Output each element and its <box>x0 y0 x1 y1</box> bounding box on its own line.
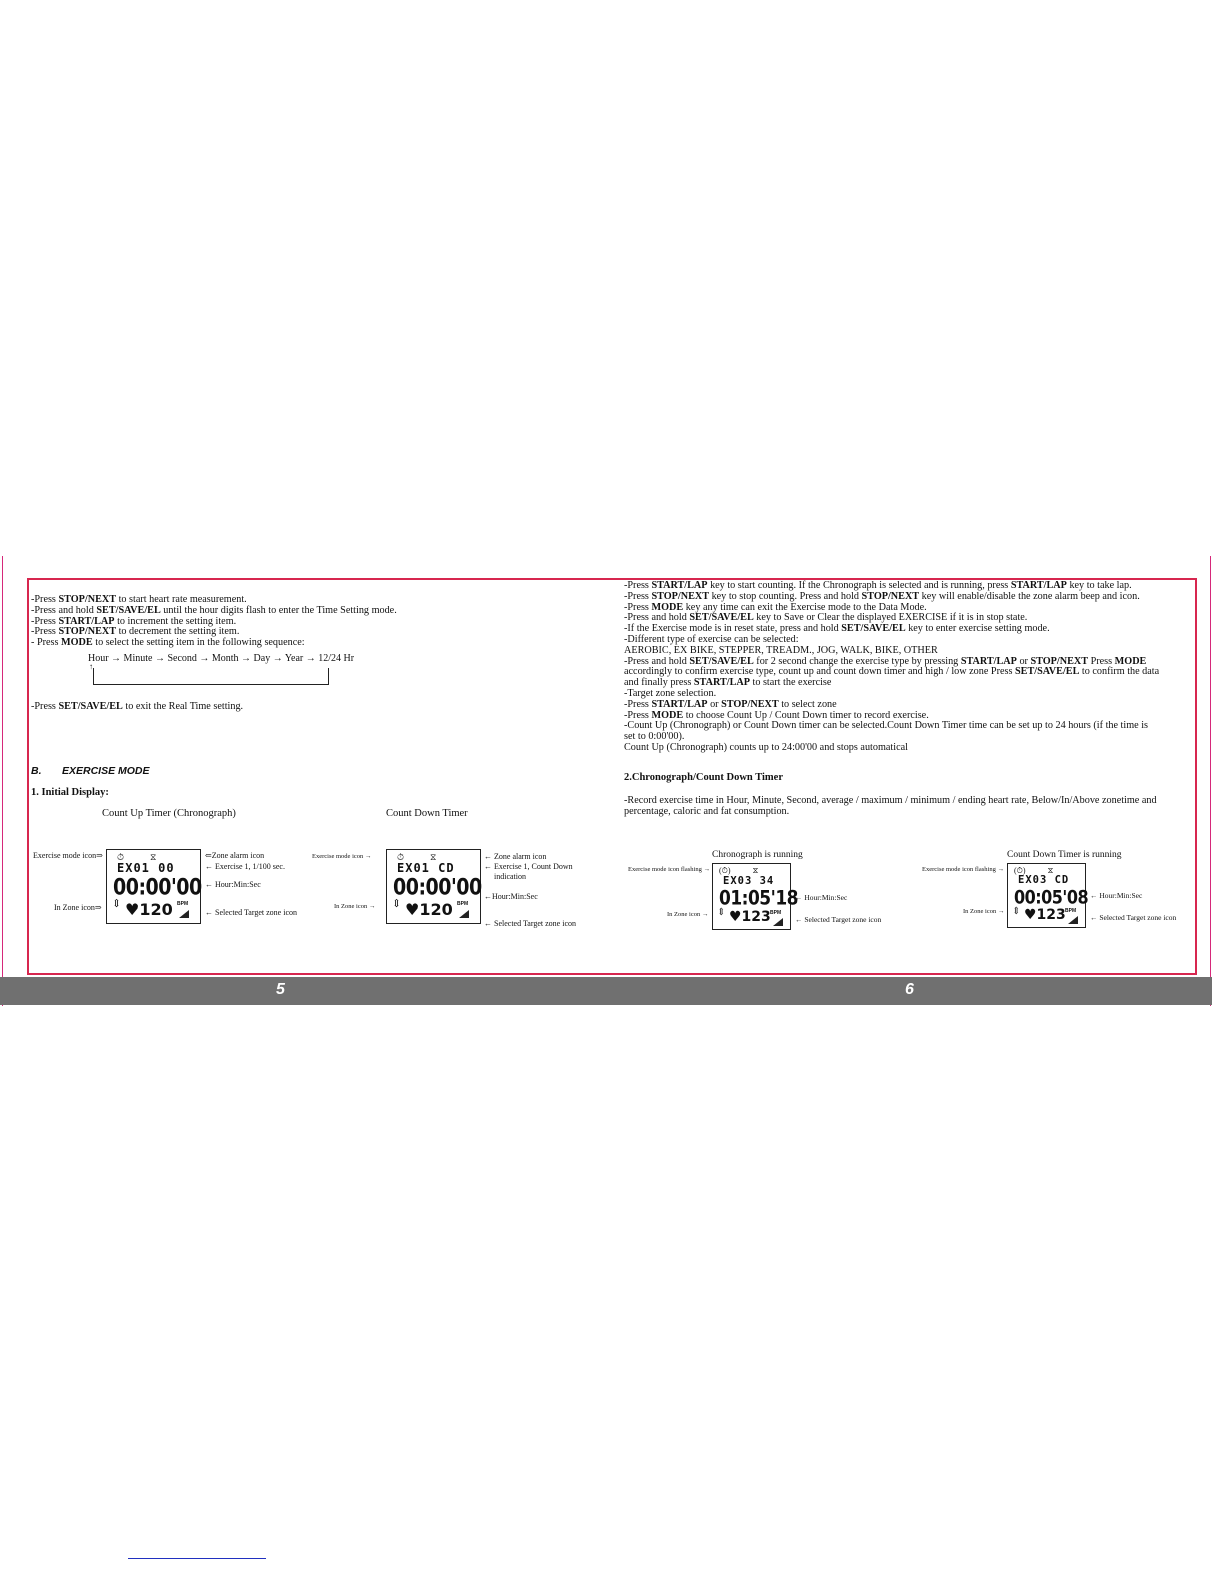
key-name: START/LAP <box>58 615 115 627</box>
label-count-down-indication: indication <box>494 872 526 881</box>
instruction-line <box>31 605 397 616</box>
instruction-text: -If the Exercise mode is in reset state, press and hold <box>624 623 842 635</box>
page-footer-bar <box>0 977 1212 1005</box>
instruction-text: set to 0:00'00). <box>624 731 685 743</box>
zone-alarm-icon: ⧖ <box>430 852 437 862</box>
instruction-text: key to take lap. <box>1066 580 1132 591</box>
label-exercise-1: ← Exercise 1, Count Down <box>484 862 573 871</box>
instruction-text: and finally press <box>624 677 694 689</box>
page-number-right: 6 <box>905 981 914 998</box>
record-line-2: percentage, caloric and fat consumption. <box>624 806 790 817</box>
label-exercise-mode-flashing: Exercise mode icon flashing → <box>628 866 710 873</box>
lcd-count-down <box>386 849 481 924</box>
caption-chronograph-running: Chronograph is running <box>712 850 803 860</box>
section-title: EXERCISE MODE <box>62 765 150 777</box>
instruction-text: to choose Count Up / Count Down timer to record exercise. <box>683 709 929 721</box>
caption-count-down: Count Down Timer <box>386 808 468 819</box>
section-letter: B. <box>31 765 42 777</box>
lcd-exercise-row: EX01 00 <box>117 861 175 875</box>
label-exercise-mode-flashing: Exercise mode icon flashing → <box>922 866 1004 873</box>
label-zone-alarm-icon: ← Zone alarm icon <box>484 852 547 861</box>
instruction-text: to start the exercise <box>749 677 832 689</box>
stopwatch-icon: (⏱) <box>719 866 731 875</box>
instruction-text: key to Save or Clear the displayed EXERCISE if it is in stop state. <box>753 612 1028 624</box>
in-zone-icon: ⇕ <box>717 907 726 918</box>
bpm-label: BPM <box>457 901 469 907</box>
lcd-time-row: 00:00'00 <box>113 875 202 901</box>
instruction-text: -Press <box>624 601 652 613</box>
caption-count-up: Count Up Timer (Chronograph) <box>102 808 236 819</box>
instruction-line <box>624 688 716 699</box>
instruction-line <box>624 656 1146 667</box>
instruction-text: -Press <box>31 626 59 638</box>
instruction-line <box>624 602 927 613</box>
stopwatch-icon: ⏱ <box>397 852 405 862</box>
target-zone-icon <box>459 910 469 918</box>
instruction-text: until the hour digits flash to enter the Time Setting mode. <box>160 604 397 616</box>
key-name: SET/SAVE/EL <box>96 604 161 616</box>
label-in-zone-icon: In Zone icon → <box>667 911 709 918</box>
key-name: START/LAP <box>1010 580 1067 591</box>
instruction-text: for 2 second change the exercise type by pressing <box>753 655 961 667</box>
key-name: SET/SAVE/EL <box>1015 666 1080 678</box>
in-zone-icon: ⇕ <box>392 898 402 910</box>
target-zone-icon <box>773 918 783 926</box>
label-in-zone-icon: In Zone icon⇒ <box>54 903 102 912</box>
lcd-time-row: 00:05'08 <box>1014 886 1089 908</box>
record-line-1: -Record exercise time in Hour, Minute, Second, average / maximum / minimum / ending heart rate, Below/In/Above zonetime and <box>624 795 1157 806</box>
instruction-line <box>31 594 247 605</box>
instruction-text: -Press and hold <box>624 655 690 667</box>
in-zone-icon: ⇕ <box>1012 906 1021 917</box>
page-number-left: 5 <box>276 981 285 998</box>
instruction-line <box>624 612 1027 623</box>
key-name: STOP/NEXT <box>58 594 117 605</box>
instruction-text: -Different type of exercise can be selected: <box>624 634 799 645</box>
key-name: STOP/NEXT <box>1030 655 1089 667</box>
instruction-text: key to start counting. If the Chronograph is selected and is running, press <box>707 580 1011 591</box>
zone-alarm-icon: ⧖ <box>752 866 759 875</box>
instruction-text: accordingly to confirm exercise type, count up and count down timer and high / low zone Press <box>624 666 1015 678</box>
instruction-text: -Press and hold <box>624 612 690 624</box>
instruction-text: Press <box>1088 655 1115 667</box>
bpm-label: BPM <box>770 910 782 916</box>
instruction-text: -Press and hold <box>31 604 97 616</box>
label-target-zone: ← Selected Target zone icon <box>484 919 576 928</box>
in-zone-icon: ⇕ <box>112 898 122 910</box>
key-name: START/LAP <box>693 677 750 689</box>
label-hour-min-sec: ← Hour:Min:Sec <box>205 880 261 889</box>
key-name: START/LAP <box>960 655 1017 667</box>
instruction-text: to select zone <box>778 698 837 710</box>
instruction-text: -Count Up (Chronograph) or Count Down timer can be selected.Count Down Timer time can be set up to 24 hours (if the time is <box>624 720 1149 732</box>
label-hour-min-sec: ←Hour:Min:Sec <box>484 892 538 901</box>
right-edge-line <box>1210 556 1211 1006</box>
instruction-line <box>624 731 684 742</box>
lcd-count-down-running <box>1007 863 1089 928</box>
instruction-text: key any time can exit the Exercise mode to the Data Mode. <box>683 601 927 613</box>
sequence-loop-arrow-icon: ↑ <box>89 662 93 671</box>
instruction-line <box>624 591 1140 602</box>
instruction-line <box>31 626 239 637</box>
instruction-text: -Press <box>624 698 652 710</box>
stopwatch-icon: ⏱ <box>117 852 125 862</box>
lcd-time-row: 01:05'18 <box>719 887 798 910</box>
instruction-text: to increment the setting item. <box>114 615 237 627</box>
instruction-text: Count Up (Chronograph) counts up to 24:00'00 and stops automatical <box>624 742 908 753</box>
initial-display-heading: 1. Initial Display: <box>31 787 109 798</box>
label-hour-min-sec: ← Hour:Min:Sec <box>1090 891 1143 900</box>
zone-alarm-icon: ⧖ <box>150 852 157 862</box>
instruction-text: -Target zone selection. <box>624 688 717 699</box>
instruction-text: key will enable/disable the zone alarm beep and icon. <box>919 590 1140 602</box>
lcd-heart-rate: ♥120 <box>125 900 173 919</box>
label-exercise-mode-icon: Exercise mode icon⇒ <box>33 851 103 860</box>
label-zone-alarm-icon: ⇐Zone alarm icon <box>205 851 265 860</box>
instruction-line <box>31 637 305 648</box>
instruction-line <box>624 720 1148 731</box>
key-name: START/LAP <box>651 580 708 591</box>
label-exercise-1: ← Exercise 1, 1/100 sec. <box>205 862 285 871</box>
instruction-line <box>624 677 831 688</box>
key-name: MODE <box>1114 655 1147 667</box>
instruction-line <box>624 742 908 753</box>
instruction-text: to decrement the setting item. <box>116 626 240 638</box>
instruction-line <box>624 580 1132 591</box>
instruction-line <box>624 699 837 710</box>
instruction-line <box>31 616 236 627</box>
label-hour-min-sec: ← Hour:Min:Sec <box>795 893 848 902</box>
lcd-chronograph-running <box>712 863 798 930</box>
label-target-zone: ← Selected Target zone icon <box>205 908 297 917</box>
key-name: SET/SAVE/EL <box>58 701 123 712</box>
setting-sequence: Hour → Minute → Second → Month → Day → Year → 12/24 Hr <box>88 653 355 664</box>
label-target-zone: ← Selected Target zone icon <box>1090 913 1177 922</box>
instruction-text: -Press <box>624 709 652 721</box>
target-zone-icon <box>179 910 189 918</box>
instruction-text: -Press <box>31 594 59 605</box>
lcd-exercise-row: EX01 CD <box>397 861 455 875</box>
label-in-zone-icon: In Zone icon → <box>963 908 1005 915</box>
instruction-text: - Press <box>31 637 61 649</box>
target-zone-icon <box>1068 916 1078 924</box>
instruction-text: to confirm the data <box>1079 666 1160 678</box>
label-exercise-mode-icon: Exercise mode icon → <box>312 853 372 860</box>
instruction-line <box>624 645 938 656</box>
instruction-text: or <box>707 698 722 710</box>
instruction-text: -Press <box>31 701 59 712</box>
instruction-text: -Press <box>624 580 652 591</box>
zone-alarm-icon: ⧖ <box>1047 866 1054 875</box>
lcd-count-up <box>106 849 201 924</box>
instruction-line <box>624 634 799 645</box>
bpm-label: BPM <box>177 901 189 907</box>
key-name: SET/SAVE/EL <box>689 612 754 624</box>
left-edge-line <box>2 556 3 1006</box>
key-name: SET/SAVE/EL <box>689 655 754 667</box>
section-2-heading: 2.Chronograph/Count Down Timer <box>624 772 783 783</box>
instruction-text: key to stop counting. Press and hold <box>709 590 862 602</box>
key-name: MODE <box>61 637 93 649</box>
label-target-zone: ← Selected Target zone icon <box>795 915 882 924</box>
instruction-text: -Press <box>31 615 59 627</box>
instruction-line <box>624 710 929 721</box>
key-name: STOP/NEXT <box>721 698 779 710</box>
instruction-text: or <box>1016 655 1031 667</box>
instruction-text: to start heart rate measurement. <box>116 594 247 605</box>
lcd-heart-rate: ♥120 <box>405 900 453 919</box>
lcd-time-row: 00:00'00 <box>393 875 482 901</box>
key-name: MODE <box>651 709 684 721</box>
lcd-heart-rate: ♥123 <box>729 909 771 925</box>
instruction-text: to exit the Real Time setting. <box>122 701 244 712</box>
instruction-line <box>624 623 1050 634</box>
label-in-zone-icon: In Zone icon → <box>334 903 376 910</box>
key-name: MODE <box>651 601 684 613</box>
caption-count-down-running: Count Down Timer is running <box>1007 850 1122 860</box>
stopwatch-icon: (⏱) <box>1014 866 1026 875</box>
sequence-loop-line <box>93 668 329 685</box>
key-name: STOP/NEXT <box>58 626 117 638</box>
lcd-exercise-row: EX03 CD <box>1018 874 1070 886</box>
bpm-label: BPM <box>1065 908 1077 914</box>
instruction-line <box>624 666 1159 677</box>
lcd-heart-rate: ♥123 <box>1024 907 1066 923</box>
key-name: STOP/NEXT <box>861 590 920 602</box>
bottom-link-underline <box>128 1558 266 1559</box>
instruction-text: key to enter exercise setting mode. <box>905 623 1050 635</box>
instruction-text: -Press <box>624 590 652 602</box>
key-name: START/LAP <box>651 698 708 710</box>
key-name: SET/SAVE/EL <box>841 623 906 635</box>
exit-real-time-line <box>31 701 243 712</box>
lcd-exercise-row: EX03 34 <box>723 875 775 887</box>
instruction-text: AEROBIC, EX BIKE, STEPPER, TREADM., JOG, WALK, BIKE, OTHER <box>624 644 938 656</box>
key-name: STOP/NEXT <box>651 590 710 602</box>
instruction-text: to select the setting item in the following sequence: <box>92 637 305 649</box>
